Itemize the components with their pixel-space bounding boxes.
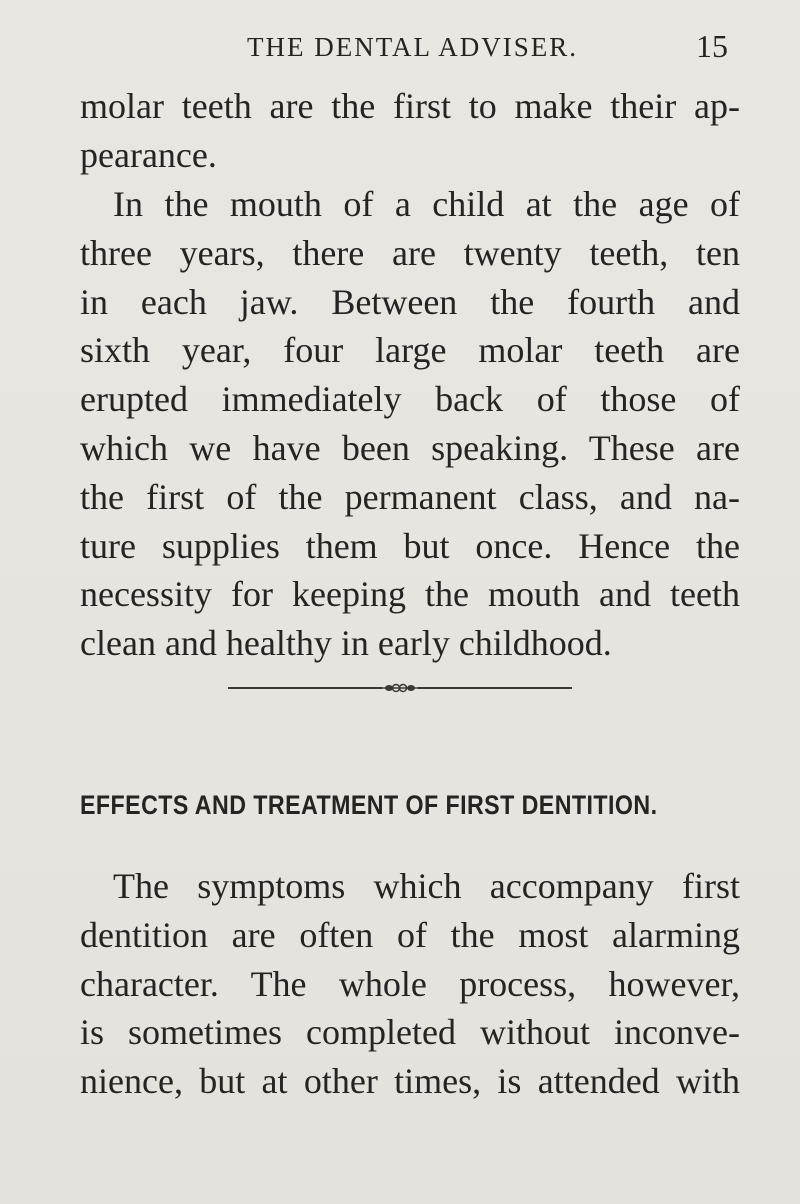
text-line: is sometimes completed without inconve- bbox=[80, 1012, 740, 1053]
text-line: molar teeth are the first to make their ap- bbox=[80, 86, 740, 126]
paragraph bbox=[80, 180, 740, 668]
text-line: pearance. bbox=[80, 134, 217, 175]
rule-line-left bbox=[228, 687, 382, 689]
text-line: in each jaw. Between the fourth and bbox=[80, 281, 740, 322]
text-line: which we have been speaking. These are bbox=[80, 427, 740, 468]
page-header bbox=[80, 30, 740, 70]
text-line: erupted immediately back of those of bbox=[80, 379, 740, 420]
running-head: THE DENTAL ADVISER. bbox=[247, 32, 579, 62]
text-line: The symptoms which accompany first bbox=[113, 866, 740, 906]
text-line: ture supplies them but once. Hence the bbox=[80, 525, 740, 566]
text-line: nience, but at other times, is attended with bbox=[80, 1061, 740, 1102]
text-line: sixth year, four large molar teeth are bbox=[80, 330, 740, 371]
ornamental-rule bbox=[228, 685, 572, 691]
text-line: the first of the permanent class, and na- bbox=[80, 476, 740, 517]
page-number: 15 bbox=[696, 28, 728, 64]
text-line: In the mouth of a child at the age of bbox=[113, 184, 740, 224]
text-line: character. The whole process, however, bbox=[80, 963, 740, 1004]
text-line: three years, there are twenty teeth, ten bbox=[80, 232, 740, 273]
rule-line-right bbox=[418, 687, 572, 689]
text-line: dentition are often of the most alarming bbox=[80, 914, 740, 955]
ornament-icon bbox=[382, 682, 418, 694]
text-line: clean and healthy in early childhood. bbox=[80, 623, 612, 664]
section-heading: EFFECTS AND TREATMENT OF FIRST DENTITION. bbox=[80, 790, 658, 820]
paragraph-continuation bbox=[80, 82, 740, 180]
text-line: necessity for keeping the mouth and teeth bbox=[80, 574, 740, 615]
section-paragraph bbox=[80, 862, 740, 1106]
